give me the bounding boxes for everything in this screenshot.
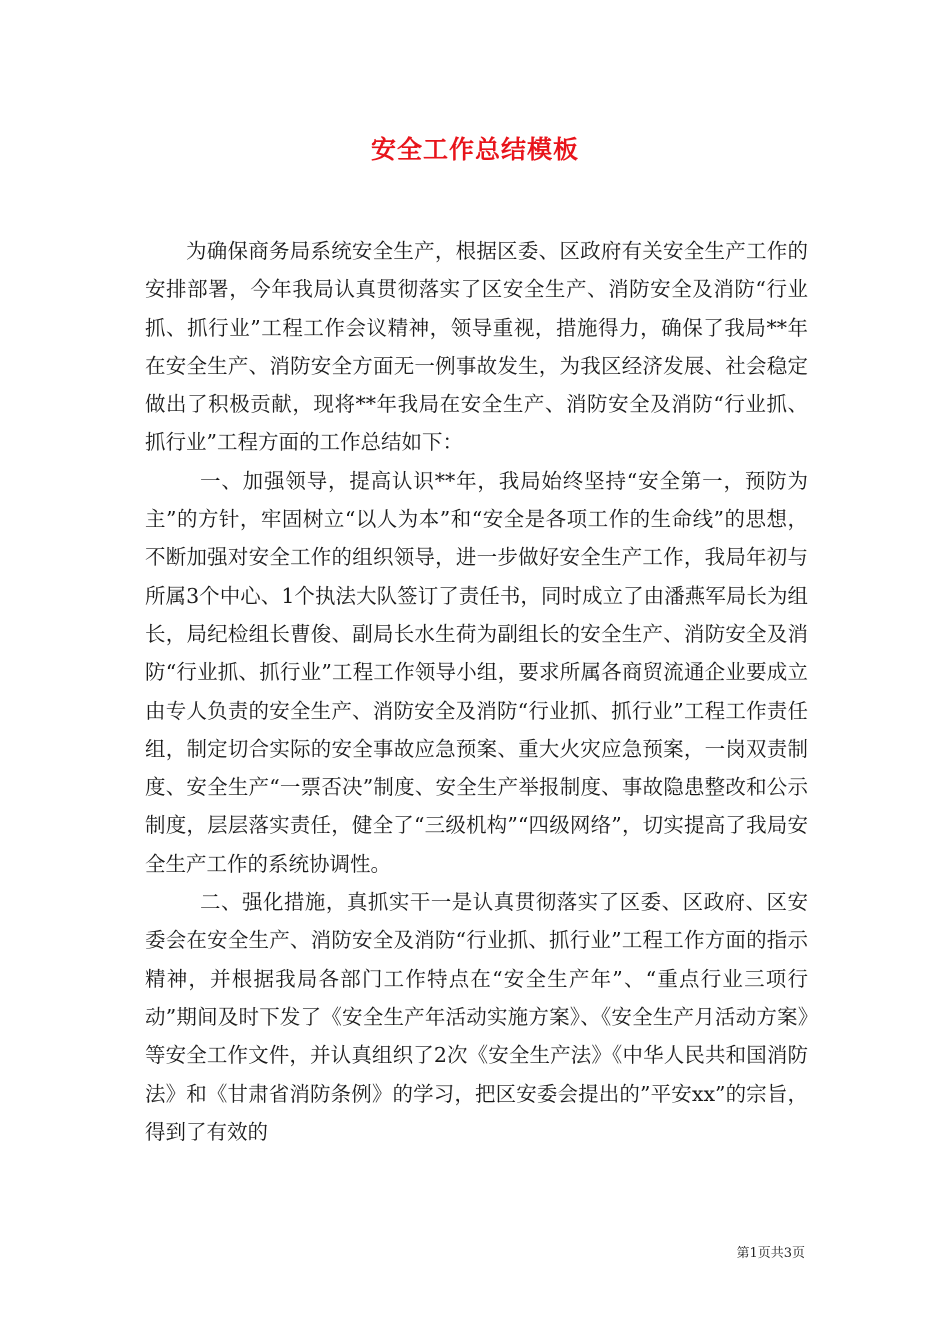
paragraph-measures: 二、强化措施，真抓实干一是认真贯彻落实了区委、区政府、区安委会在安全生产、消防安全及消防“行业抓、抓行业”工程工作方面的指示精神，并根据我局各部门工作特点在“安全生产年”、“重点行业三项行动”期间及时下发了《安全生产年活动实施方案》、《安全生产月活动方案》等安全工作文件，并认真组织了2次《安全生产法》《中华人民共和国消防法》和《甘肃省消防条例》的学习，把区安委会提出的”平安xx”的宗旨，得到了有效的 (145, 890, 808, 1144)
page-number: 第1页共3页 (736, 1246, 805, 1261)
document-body (145, 232, 808, 1151)
paragraph-intro: 为确保商务局系统安全生产，根据区委、区政府有关安全生产工作的安排部署，今年我局认真贯彻落实了区安全生产、消防安全及消防“行业抓、抓行业”工程工作会议精神，领导重视，措施得力，确保了我局**年在安全生产、消防安全方面无一例事故发生，为我区经济发展、社会稳定做出了积极贡献，现将**年我局在安全生产、消防安全及消防“行业抓、抓行业”工程方面的工作总结如下： (145, 239, 808, 455)
document-title: 安全工作总结模板 (370, 135, 579, 164)
paragraph-leadership: 一、加强领导，提高认识**年，我局始终坚持“安全第一，预防为主”的方针，牢固树立“以人为本”和“安全是各项工作的生命线”的思想，不断加强对安全工作的组织领导，进一步做好安全生产工作，我局年初与所属3个中心、1个执法大队签订了责任书，同时成立了由潘燕军局长为组长，局纪检组长曹俊、副局长水生荷为副组长的安全生产、消防安全及消防“行业抓、抓行业”工程工作领导小组，要求所属各商贸流通企业要成立由专人负责的安全生产、消防安全及消防“行业抓、抓行业”工程工作责任组，制定切合实际的安全事故应急预案、重大火灾应急预案，一岗双责制度、安全生产“一票否决”制度、安全生产举报制度、事故隐患整改和公示制度，层层落实责任，健全了“三级机构”“四级网络”，切实提高了我局安全生产工作的系统协调性。 (145, 468, 808, 876)
